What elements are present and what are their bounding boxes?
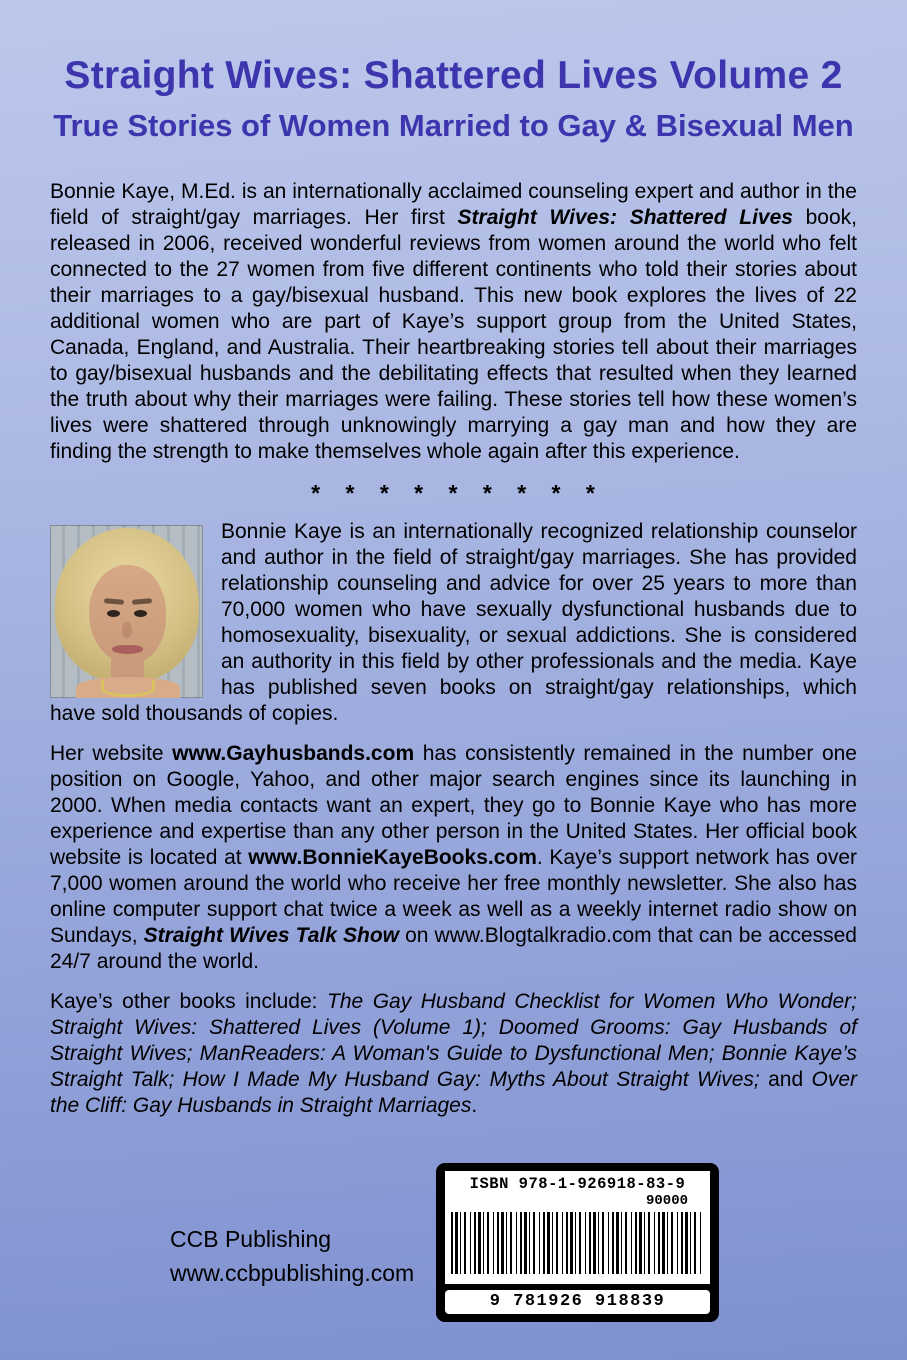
inline-book-title: Straight Wives: Shattered Lives (457, 206, 793, 229)
photo-eye-left (107, 610, 120, 617)
photo-eye-right (134, 610, 147, 617)
cover-header (0, 0, 907, 146)
intro-text-2: book, released in 2006, received wonderful reviews from women around the world who felt connected to the 27 women from five different continents who told their stories about their marriages to a gay/bisexual husband. This new book explores the lives of 22 additional women who are part of Kaye’s support group from the United States, Canada, England, and Australia. Their heartbreaking stories tell about their marriages to gay/bisexual husbands and the debilitating effects that resulted when they learned the truth about why their marriages were failing. These stories tell how these women’s lives were shattered through unknowingly marrying a gay man and how they are finding the strength to make themselves whole again after this experience. (50, 206, 857, 463)
photo-nose (122, 622, 132, 638)
cover-body (0, 179, 907, 1119)
other-books-paragraph (50, 989, 857, 1119)
isbn-number: ISBN 978-1-926918-83-9 (469, 1175, 686, 1193)
website-paragraph (50, 741, 857, 975)
book-subtitle: True Stories of Women Married to Gay & Bisexual Men (53, 108, 854, 143)
book-title: Straight Wives: Shattered Lives Volume 2 (64, 54, 843, 97)
photo-lips (112, 645, 143, 654)
website-text-3: . Kaye’s support network has over 7,000 women around the world who receive her free monthly newsletter. She also has online computer support chat twice a week as well as a weekly internet radio show on Sundays, (50, 846, 857, 947)
publisher-block (170, 1222, 414, 1290)
books-last-title: Over the Cliff: Gay Husbands in Straight Marriages (50, 1068, 857, 1117)
publisher-name: CCB Publishing (170, 1226, 332, 1252)
author-photo (50, 525, 203, 698)
intro-text-1: Bonnie Kaye, M.Ed. is an internationally acclaimed counseling expert and author in the field of straight/gay marriages. Her first (50, 180, 857, 229)
barcode-panel (445, 1171, 710, 1284)
bonniekayebooks-url: www.BonnieKayeBooks.com (248, 846, 537, 869)
barcode-digits: 9 781926 918839 (445, 1290, 710, 1314)
books-text-2: and (759, 1068, 812, 1091)
bio-text: Bonnie Kaye is an internationally recognized relationship counselor and author in the field of straight/gay marriages. She has provided relationship counseling and advice for over 25 years to more than 70,000 women who have sexually dysfunctional husbands due to homosexuality, bisexuality, or sexual addictions. She is considered an authority in this field by other professionals and the media. Kaye has published seven books on straight/gay relationships, which have sold thousands of copies. (50, 520, 857, 725)
asterisk-separator: * * * * * * * * * (311, 480, 596, 506)
website-text-1: Her website (50, 742, 173, 765)
books-text-3: . (471, 1094, 478, 1117)
books-text-1: Kaye’s other books include: (50, 990, 328, 1013)
website-text-2: has consistently remained in the number one position on Google, Yahoo, and other major search engines since its launching in 2000. When media contacts want an expert, they go to Bonnie Kaye who has more experience and expertise than any other person in the United States. Her official book website is located at (50, 742, 857, 869)
isbn-barcode (436, 1163, 719, 1322)
intro-paragraph (50, 179, 857, 465)
books-titles-list: The Gay Husband Checklist for Women Who Wonder; Straight Wives: Shattered Lives (Volume 1); Doomed Grooms: Gay Husbands of Straight Wives; ManReaders: A Woman's Guide to Dysfunctional Men; Bonnie Kaye’s Straight Talk; How I Made My Husband Gay: Myths About Straight Wives; (50, 990, 857, 1091)
bio-section (50, 519, 857, 727)
photo-necklace (101, 680, 155, 697)
talk-show-title: Straight Wives Talk Show (143, 924, 400, 947)
barcode-price-code: 90000 (645, 1193, 688, 1209)
gayhusbands-url: www.Gayhusbands.com (172, 742, 415, 765)
barcode-bars (451, 1212, 704, 1274)
publisher-website: www.ccbpublishing.com (170, 1260, 415, 1286)
website-text-4: on www.Blogtalkradio.com that can be accessed 24/7 around the world. (50, 924, 857, 973)
